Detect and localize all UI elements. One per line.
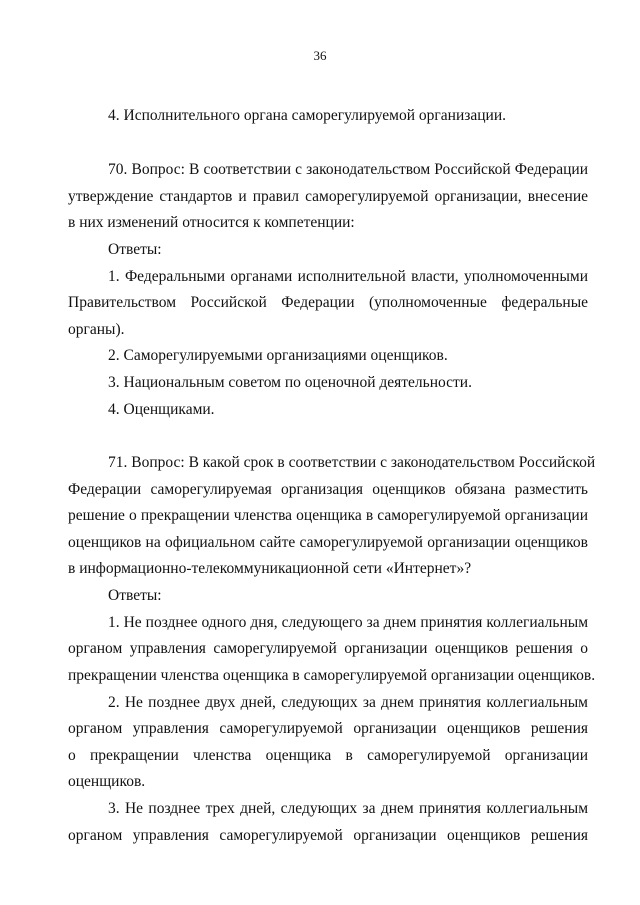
answer-2: 2. Саморегулируемыми организациями оценщиков. (108, 347, 448, 364)
answer-3-line-1: 3. Не позднее трех дней, следующих за днем принятия коллегиальным (108, 800, 588, 817)
answer-1-line-1: 1. Не позднее одного дня, следующего за днем принятия коллегиальным (108, 614, 588, 631)
question-70-line-2: утверждение стандартов и правил саморегулируемой организации, внесение (68, 188, 588, 205)
question-70-line-3: в них изменений относится к компетенции: (68, 214, 355, 231)
answer-1-line-3: органы). (68, 321, 125, 338)
answers-label: Ответы: (108, 587, 162, 604)
answer-2-line-1: 2. Не позднее двух дней, следующих за днем принятия коллегиальным (108, 694, 588, 711)
answer-1-line-2: Правительством Российской Федерации (уполномоченные федеральные (68, 294, 588, 311)
question-71-line-3: решение о прекращении членства оценщика в саморегулируемой организации (68, 507, 588, 524)
question-71-line-4: оценщиков на официальном сайте саморегулируемой организации оценщиков (68, 534, 588, 551)
question-71-line-5: в информационно-телекоммуникационной сети «Интернет»? (68, 560, 472, 577)
answer-1-line-3: прекращении членства оценщика в саморегулируемой организации оценщиков. (68, 667, 596, 684)
answer-2-line-2: органом управления саморегулируемой организации оценщиков решения (68, 720, 588, 737)
answer-2-line-4: оценщиков. (68, 773, 146, 790)
question-70-line-1: 70. Вопрос: В соответствии с законодательством Российской Федерации (108, 161, 588, 178)
answer-1-line-1: 1. Федеральными органами исполнительной власти, уполномоченными (108, 268, 588, 285)
previous-answer-4: 4. Исполнительного органа саморегулируемой организации. (108, 107, 507, 124)
answers-label: Ответы: (108, 241, 162, 258)
answer-2-line-3: о прекращении членства оценщика в саморегулируемой организации (68, 747, 588, 764)
answer-4: 4. Оценщиками. (108, 401, 215, 418)
answer-3-line-2: органом управления саморегулируемой организации оценщиков решения (68, 827, 588, 844)
answer-3: 3. Национальным советом по оценочной деятельности. (108, 374, 472, 391)
question-71-line-1: 71. Вопрос: В какой срок в соответствии с законодательством Российской (108, 454, 596, 471)
answer-1-line-2: органом управления саморегулируемой организации оценщиков решения о (68, 640, 588, 657)
page-number: 36 (313, 48, 327, 63)
question-71-line-2: Федерации саморегулируемая организация оценщиков обязана разместить (68, 481, 588, 498)
